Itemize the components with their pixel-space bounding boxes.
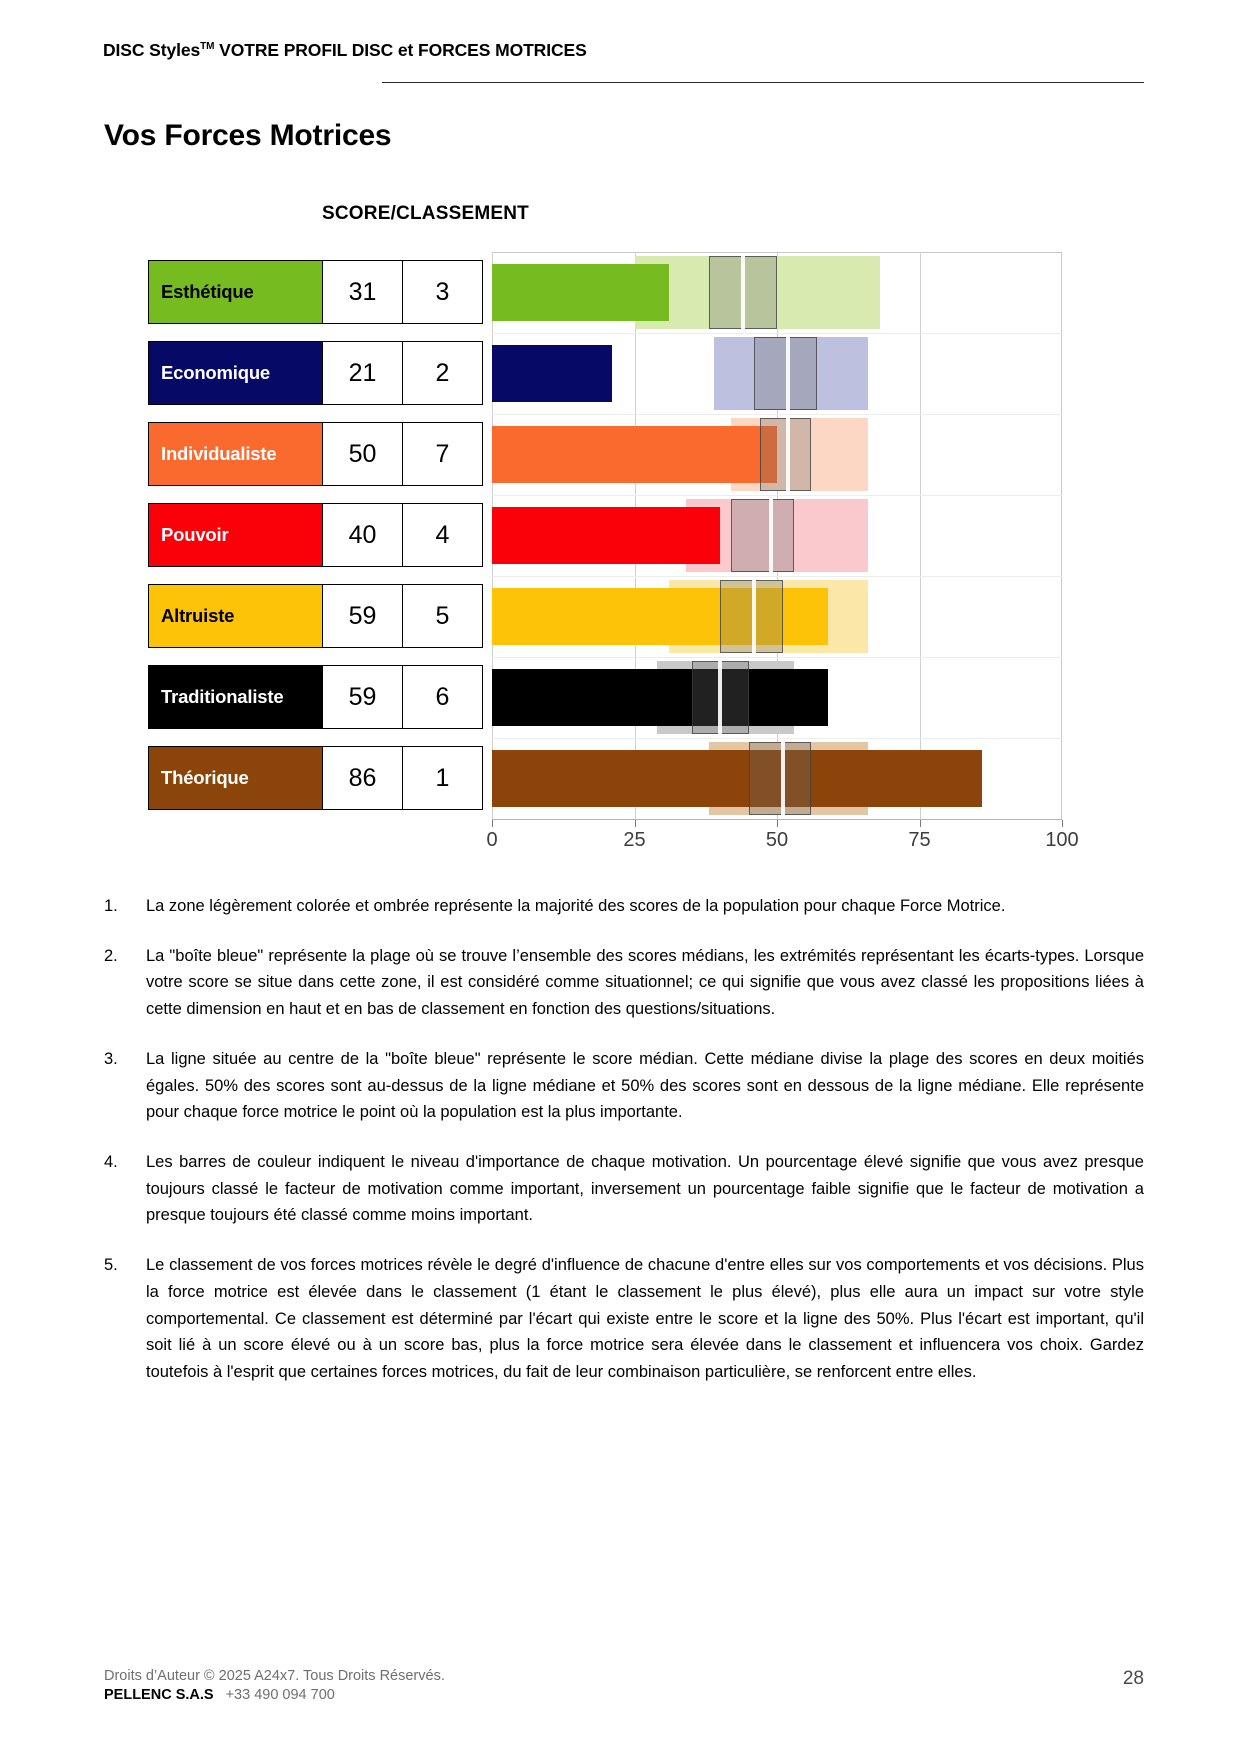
- note-text: Le classement de vos forces motrices révèle le degré d'influence de chacune d'entre elles sur vos comportements et vos décisions. Plus la force motrice est élevée dans le classement (1 étant le classement le plus élevé), plus elle aura un impact sur votre style comportemental. Ce classement est déterminé par l'écart qui existe entre le score et la ligne des 50%. Plus l'écart est important, qu'il soit lié à un score élevé ou à un score bas, plus la force motrice sera élevée dans le classement et influencera vos choix. Gardez toutefois à l'esprit que certaines forces motrices, du fait de leur combinaison particulière, se renforcent entre elles.: [146, 1256, 1144, 1382]
- footer-contact: [104, 1687, 1144, 1703]
- axis-tick-label: 100: [1045, 829, 1079, 851]
- score-value: 86: [323, 746, 403, 810]
- force-motrice-label: Pouvoir: [148, 503, 323, 567]
- score-table-row: [148, 422, 483, 486]
- force-motrice-label: Traditionaliste: [148, 665, 323, 729]
- score-bar: [492, 669, 828, 726]
- header-title-rest: VOTRE PROFIL DISC et FORCES MOTRICES: [214, 40, 587, 60]
- axis-tick-label: 0: [486, 829, 498, 851]
- forces-motrices-chart: [148, 252, 1079, 852]
- score-table-row: [148, 584, 483, 648]
- score-plot: [492, 333, 1062, 414]
- rank-value: 6: [403, 665, 483, 729]
- rank-value: 5: [403, 584, 483, 648]
- score-plot: [492, 576, 1062, 657]
- score-value: 21: [323, 341, 403, 405]
- rank-value: 2: [403, 341, 483, 405]
- median-line: [718, 661, 722, 734]
- chart-row: [148, 333, 1068, 414]
- score-table-row: [148, 503, 483, 567]
- footer-phone: +33 490 094 700: [225, 1687, 335, 1703]
- note-item: [104, 893, 1144, 920]
- score-value: 50: [323, 422, 403, 486]
- note-number: 2.: [104, 946, 118, 965]
- score-value: 40: [323, 503, 403, 567]
- note-text: La ligne située au centre de la "boîte bleue" représente le score médian. Cette médiane divise la plage des scores en deux moitiés égales. 50% des scores sont au-dessus de la ligne médiane et 50% des scores sont en dessous de la ligne médiane. Elle représente pour chaque force motrice le point où la population est la plus importante.: [146, 1049, 1144, 1122]
- score-table-row: [148, 746, 483, 810]
- page-footer: [104, 1668, 1144, 1703]
- median-line: [786, 337, 790, 410]
- header-title: [103, 40, 1143, 61]
- score-value: 31: [323, 260, 403, 324]
- rank-value: 4: [403, 503, 483, 567]
- chart-row: [148, 252, 1068, 333]
- score-plot: [492, 657, 1062, 738]
- score-value: 59: [323, 665, 403, 729]
- header-brand: DISC Styles: [103, 40, 201, 60]
- force-motrice-label: Altruiste: [148, 584, 323, 648]
- header-trademark: TM: [200, 41, 215, 53]
- score-bar: [492, 264, 669, 321]
- note-number: 1.: [104, 897, 118, 915]
- median-box: [731, 499, 794, 572]
- rank-value: 7: [403, 422, 483, 486]
- axis-tick: [635, 820, 636, 827]
- score-table-row: [148, 341, 483, 405]
- force-motrice-label: Individualiste: [148, 422, 323, 486]
- score-bar: [492, 345, 612, 402]
- note-number: 5.: [104, 1256, 118, 1275]
- score-plot: [492, 252, 1062, 333]
- force-motrice-label: Esthétique: [148, 260, 323, 324]
- chart-title: SCORE/CLASSEMENT: [322, 203, 529, 224]
- chart-rows: [148, 252, 1068, 819]
- chart-row: [148, 414, 1068, 495]
- axis-tick-label: 50: [765, 829, 789, 851]
- notes-list: [104, 893, 1144, 1409]
- note-text: La zone légèrement colorée et ombrée représente la majorité des scores de la population pour chaque Force Motrice.: [146, 897, 1006, 915]
- page-title: Vos Forces Motrices: [104, 119, 392, 152]
- score-plot: [492, 495, 1062, 576]
- note-item: [104, 1149, 1144, 1229]
- footer-copyright: Droits d’Auteur © 2025 A24x7. Tous Droits Réservés.: [104, 1668, 445, 1684]
- score-plot: [492, 738, 1062, 819]
- score-table-row: [148, 260, 483, 324]
- footer-company: PELLENC S.A.S: [104, 1687, 214, 1703]
- note-text: La "boîte bleue" représente la plage où se trouve l’ensemble des scores médians, les extrémités représentant les écarts-types. Lorsque votre score se situe dans cette zone, il est considéré comme situationnel; ce qui signifie que vous avez classé les propositions liées à cette dimension en haut et en bas de classement en fonction des questions/situations.: [146, 946, 1144, 1019]
- rank-value: 3: [403, 260, 483, 324]
- axis-tick: [492, 820, 493, 827]
- note-text: Les barres de couleur indiquent le niveau d'importance de chaque motivation. Un pourcentage élevé signifie que vous avez presque toujours classé le facteur de motivation comme important, inversement un pourcentage faible signifie que le facteur de motivation a presque toujours été classé comme moins important.: [146, 1153, 1144, 1225]
- score-plot: [492, 414, 1062, 495]
- note-item: [104, 943, 1144, 1023]
- score-bar: [492, 426, 777, 483]
- median-line: [786, 418, 790, 491]
- header-divider: [382, 82, 1144, 83]
- median-line: [769, 499, 773, 572]
- axis-tick-label: 25: [623, 829, 646, 851]
- rank-value: 1: [403, 746, 483, 810]
- axis-tick: [920, 820, 921, 827]
- axis-tick-label: 75: [908, 829, 931, 851]
- score-bar: [492, 750, 982, 807]
- score-table-row: [148, 665, 483, 729]
- axis-tick: [1062, 820, 1063, 827]
- x-axis: [486, 820, 1079, 860]
- median-line: [741, 256, 745, 329]
- axis-tick: [777, 820, 778, 827]
- page-number: 28: [1122, 1668, 1144, 1689]
- note-number: 3.: [104, 1049, 118, 1068]
- force-motrice-label: Théorique: [148, 746, 323, 810]
- chart-row: [148, 576, 1068, 657]
- note-number: 4.: [104, 1153, 118, 1172]
- chart-row: [148, 738, 1068, 819]
- median-line: [752, 580, 756, 653]
- note-item: [104, 1046, 1144, 1126]
- median-line: [781, 742, 785, 815]
- force-motrice-label: Economique: [148, 341, 323, 405]
- note-item: [104, 1252, 1144, 1386]
- document-header: [103, 40, 1143, 61]
- score-bar: [492, 507, 720, 564]
- score-value: 59: [323, 584, 403, 648]
- chart-row: [148, 657, 1068, 738]
- chart-row: [148, 495, 1068, 576]
